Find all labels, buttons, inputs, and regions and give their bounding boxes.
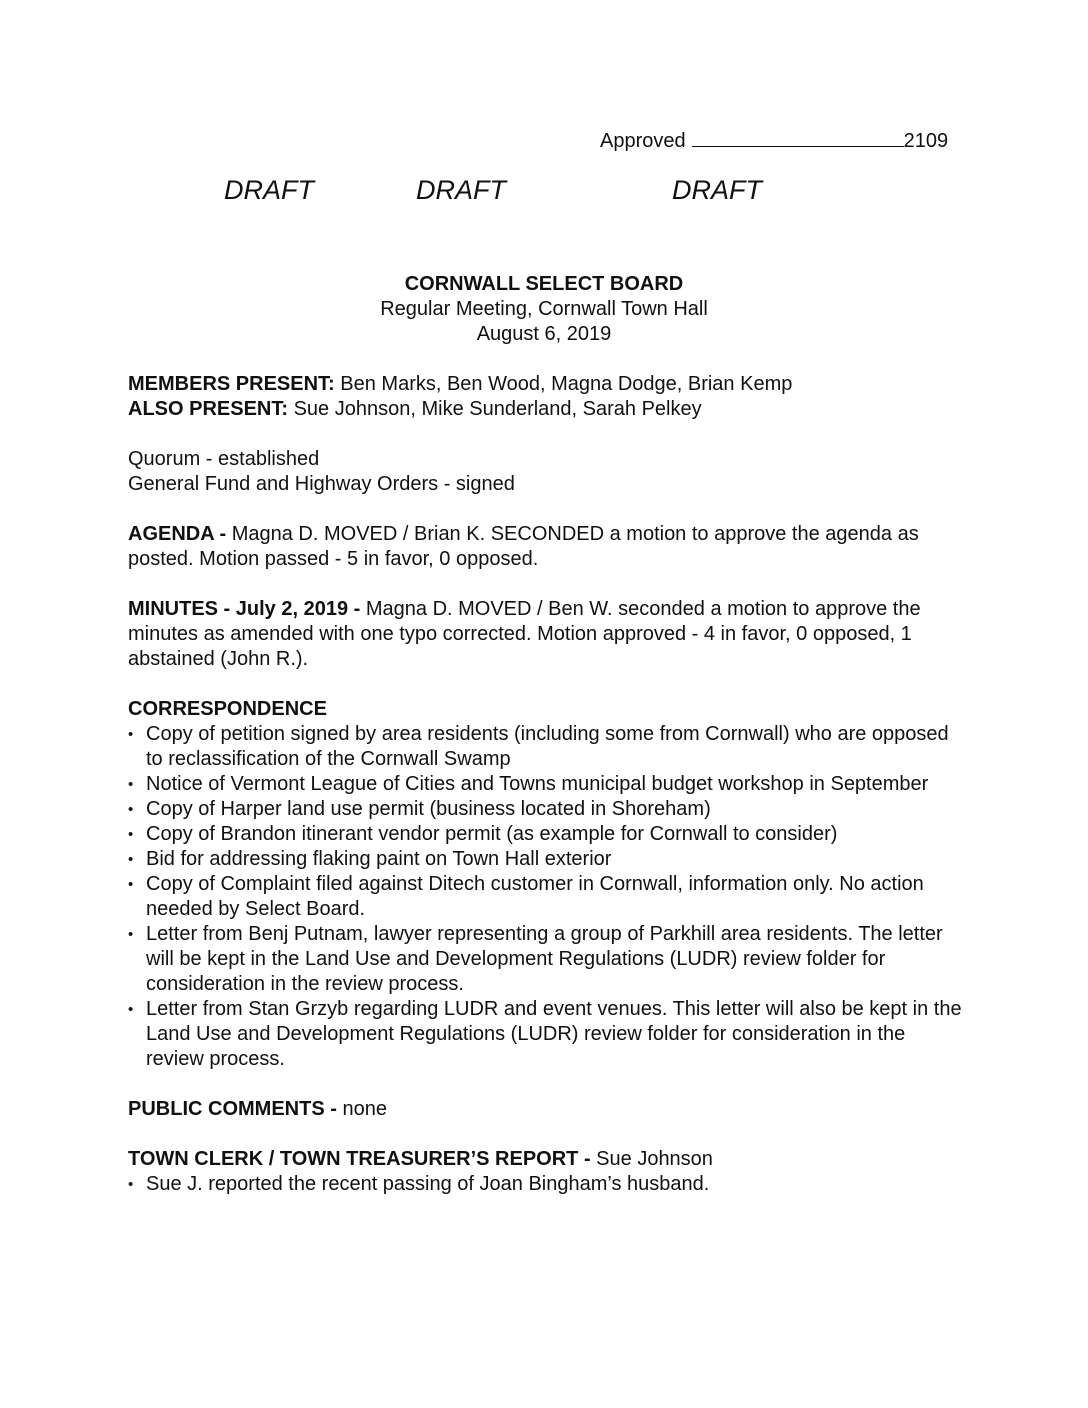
- also-list: Sue Johnson, Mike Sunderland, Sarah Pelkey: [293, 398, 702, 420]
- draft-mark-3: DRAFT: [672, 175, 762, 205]
- clerk-report-list: [128, 1172, 968, 1197]
- clerk-report-label: TOWN CLERK / TOWN TREASURER’S REPORT -: [128, 1148, 591, 1170]
- draft-mark-1: DRAFT: [224, 175, 314, 205]
- minutes-label: MINUTES - July 2, 2019 -: [128, 598, 361, 620]
- approval-blank: [692, 128, 904, 147]
- clerk-report-section: [128, 1147, 968, 1172]
- correspondence-list: [128, 722, 968, 1072]
- quorum-line: Quorum - established: [128, 448, 320, 470]
- agenda-section: [128, 522, 968, 572]
- approved-label: Approved: [600, 130, 686, 152]
- list-item: • Letter from Benj Putnam, lawyer representing a group of Parkhill area residents. The letter will be kept in the Land Use and Development Regulations (LUDR) review folder for consideration in the review process.: [128, 922, 968, 997]
- also-label: ALSO PRESENT:: [128, 398, 289, 420]
- minutes-section: [128, 597, 968, 672]
- approved-line: [600, 128, 948, 154]
- document-header: [0, 272, 1088, 347]
- list-item: • Copy of Harper land use permit (business located in Shoreham): [128, 797, 968, 822]
- correspondence-heading: CORRESPONDENCE: [128, 698, 327, 720]
- draft-mark-2: DRAFT: [416, 175, 506, 205]
- minutes-body: [128, 372, 968, 1197]
- members-label: MEMBERS PRESENT:: [128, 373, 335, 395]
- clerk-report-name: Sue Johnson: [596, 1148, 713, 1170]
- agenda-text: Magna D. MOVED / Brian K. SECONDED a motion to approve the agenda as posted. Motion passed - 5 in favor, 0 opposed.: [128, 523, 919, 570]
- list-item: • Sue J. reported the recent passing of Joan Bingham’s husband.: [128, 1172, 968, 1197]
- list-item: • Notice of Vermont League of Cities and Towns municipal budget workshop in September: [128, 772, 968, 797]
- members-list: Ben Marks, Ben Wood, Magna Dodge, Brian Kemp: [340, 373, 793, 395]
- approved-year: 2109: [903, 130, 949, 152]
- list-item: • Bid for addressing flaking paint on Town Hall exterior: [128, 847, 968, 872]
- public-comments-section: [128, 1097, 968, 1122]
- public-comments-label: PUBLIC COMMENTS -: [128, 1098, 337, 1120]
- orders-line: General Fund and Highway Orders - signed: [128, 473, 515, 495]
- list-item: • Copy of Complaint filed against Ditech customer in Cornwall, information only. No action needed by Select Board.: [128, 872, 968, 922]
- board-title: CORNWALL SELECT BOARD: [404, 273, 684, 295]
- meeting-date: August 6, 2019: [476, 323, 612, 345]
- list-item: • Copy of petition signed by area residents (including some from Cornwall) who are opposed to reclassification of the Cornwall Swamp: [128, 722, 968, 772]
- members-present: [128, 372, 968, 397]
- list-item: • Letter from Stan Grzyb regarding LUDR and event venues. This letter will also be kept in the Land Use and Development Regulations (LUDR) review folder for consideration in the review process.: [128, 997, 968, 1072]
- list-item: • Copy of Brandon itinerant vendor permit (as example for Cornwall to consider): [128, 822, 968, 847]
- minutes-text: Magna D. MOVED / Ben W. seconded a motion to approve the minutes as amended with one typo corrected. Motion approved - 4 in favor, 0 opposed, 1 abstained (John R.).: [128, 598, 921, 670]
- also-present: [128, 397, 968, 422]
- meeting-subtitle: Regular Meeting, Cornwall Town Hall: [380, 298, 708, 320]
- public-comments-text: none: [342, 1098, 387, 1120]
- agenda-label: AGENDA -: [128, 523, 227, 545]
